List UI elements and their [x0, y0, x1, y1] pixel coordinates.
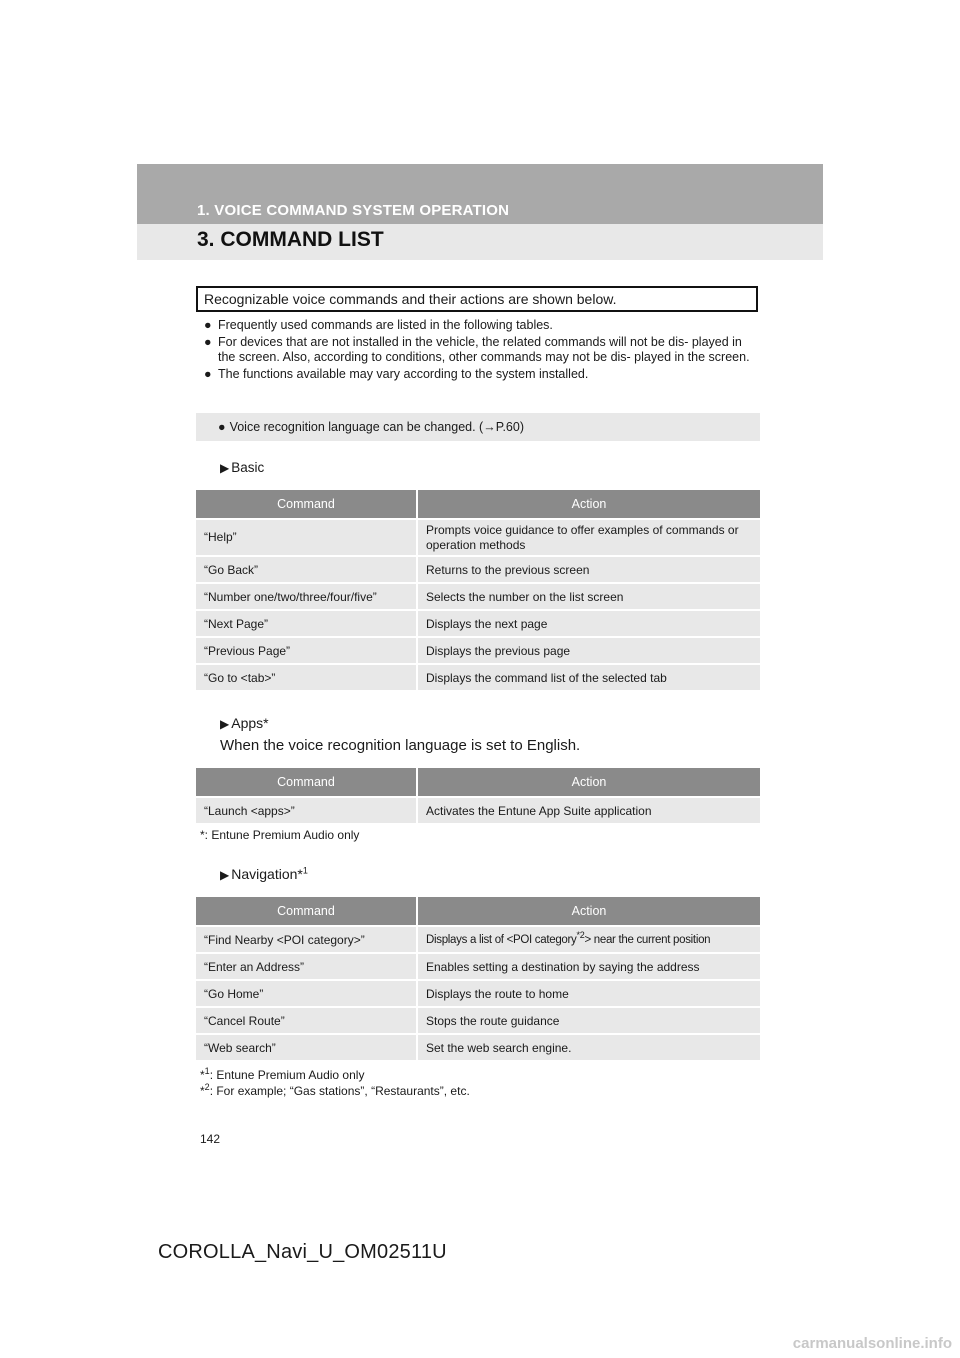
table-row	[196, 981, 760, 1008]
table-header-row	[196, 897, 760, 927]
triangle-right-icon: ▶	[220, 868, 230, 882]
command-cell: “Previous Page”	[196, 638, 418, 665]
document-id: COROLLA_Navi_U_OM02511U	[158, 1241, 447, 1263]
page-number: 142	[200, 1132, 221, 1146]
action-cell: Displays the next page	[418, 611, 760, 638]
column-header-command: Command	[196, 897, 418, 927]
note-box: ● Voice recognition language can be changed. (→P.60)	[196, 413, 760, 441]
action-cell: Selects the number on the list screen	[418, 584, 760, 611]
bullet-dot-icon: ●	[204, 318, 212, 332]
command-cell: “Go Back”	[196, 557, 418, 584]
section-title: 1. VOICE COMMAND SYSTEM OPERATION	[197, 202, 510, 219]
action-cell: Stops the route guidance	[418, 1008, 760, 1035]
action-cell: Enables setting a destination by saying the address	[418, 954, 760, 981]
table-row	[196, 954, 760, 981]
command-cell: “Go Home”	[196, 981, 418, 1008]
table-row	[196, 584, 760, 611]
triangle-right-icon: ▶	[220, 717, 230, 731]
table-row	[196, 638, 760, 665]
command-cell: “Next Page”	[196, 611, 418, 638]
table-row	[196, 927, 760, 954]
action-cell: Returns to the previous screen	[418, 557, 760, 584]
column-header-command: Command	[196, 490, 418, 520]
column-header-action: Action	[418, 768, 760, 798]
table-row	[196, 1008, 760, 1035]
command-cell: “Find Nearby <POI category>”	[196, 927, 418, 954]
watermark: carmanualsonline.info	[792, 1335, 952, 1352]
subheading-basic: ▶ Basic	[220, 460, 265, 475]
language-note: When the voice recognition language is set to English.	[220, 737, 581, 754]
bullet-item: ● For devices that are not installed in the vehicle, the related commands will not be dis- played in the screen. Also, according to conditions, other commands may not be dis- played in the screen.	[204, 334, 750, 364]
column-header-action: Action	[418, 897, 760, 927]
command-cell: “Go to <tab>”	[196, 665, 418, 692]
triangle-right-icon: ▶	[220, 461, 230, 475]
navigation-footnote-1: *$^1$: Entune Premium Audio only	[200, 1066, 365, 1082]
subheading-navigation: ▶ Navigation*$^1$	[220, 865, 308, 882]
table-header-row	[196, 768, 760, 798]
action-cell: Displays a list of <POI category$^{*2}$> near the current position	[418, 927, 760, 954]
table-row	[196, 557, 760, 584]
table-header-row	[196, 490, 760, 520]
chapter-title: 3. COMMAND LIST	[197, 228, 384, 251]
bullet-dot-icon: ●	[204, 366, 212, 381]
table-row	[196, 1035, 760, 1062]
action-cell: Displays the previous page	[418, 638, 760, 665]
command-cell: “Enter an Address”	[196, 954, 418, 981]
command-cell: “Web search”	[196, 1035, 418, 1062]
command-cell: “Number one/two/three/four/five”	[196, 584, 418, 611]
bullet-item: ● Frequently used commands are listed in the following tables.	[204, 318, 553, 332]
command-cell: “Launch <apps>”	[196, 798, 418, 825]
command-cell: “Cancel Route”	[196, 1008, 418, 1035]
apps-footnote: *: Entune Premium Audio only	[200, 828, 360, 842]
column-header-action: Action	[418, 490, 760, 520]
bullet-dot-icon: ●	[218, 420, 226, 434]
command-cell: “Help”	[196, 520, 418, 557]
table-row	[196, 611, 760, 638]
basic-command-table	[196, 490, 760, 692]
intro-box: Recognizable voice commands and their actions are shown below.	[196, 286, 758, 312]
action-cell: Displays the command list of the selected tab	[418, 665, 760, 692]
bullet-item: ● The functions available may vary according to the system installed.	[204, 366, 589, 381]
action-cell: Activates the Entune App Suite application	[418, 798, 760, 825]
navigation-command-table	[196, 897, 760, 1062]
action-cell: Prompts voice guidance to offer examples of commands or operation methods	[418, 520, 760, 557]
table-row	[196, 520, 760, 557]
subheading-apps: ▶ Apps*	[220, 715, 269, 731]
column-header-command: Command	[196, 768, 418, 798]
table-row	[196, 798, 760, 825]
apps-command-table	[196, 768, 760, 825]
action-cell: Displays the route to home	[418, 981, 760, 1008]
action-cell: Set the web search engine.	[418, 1035, 760, 1062]
navigation-footnote-2: *$^2$: For example; “Gas stations”, “Restaurants”, etc.	[200, 1082, 470, 1098]
bullet-dot-icon: ●	[204, 334, 212, 349]
table-row	[196, 665, 760, 692]
bullet-list	[204, 318, 760, 383]
